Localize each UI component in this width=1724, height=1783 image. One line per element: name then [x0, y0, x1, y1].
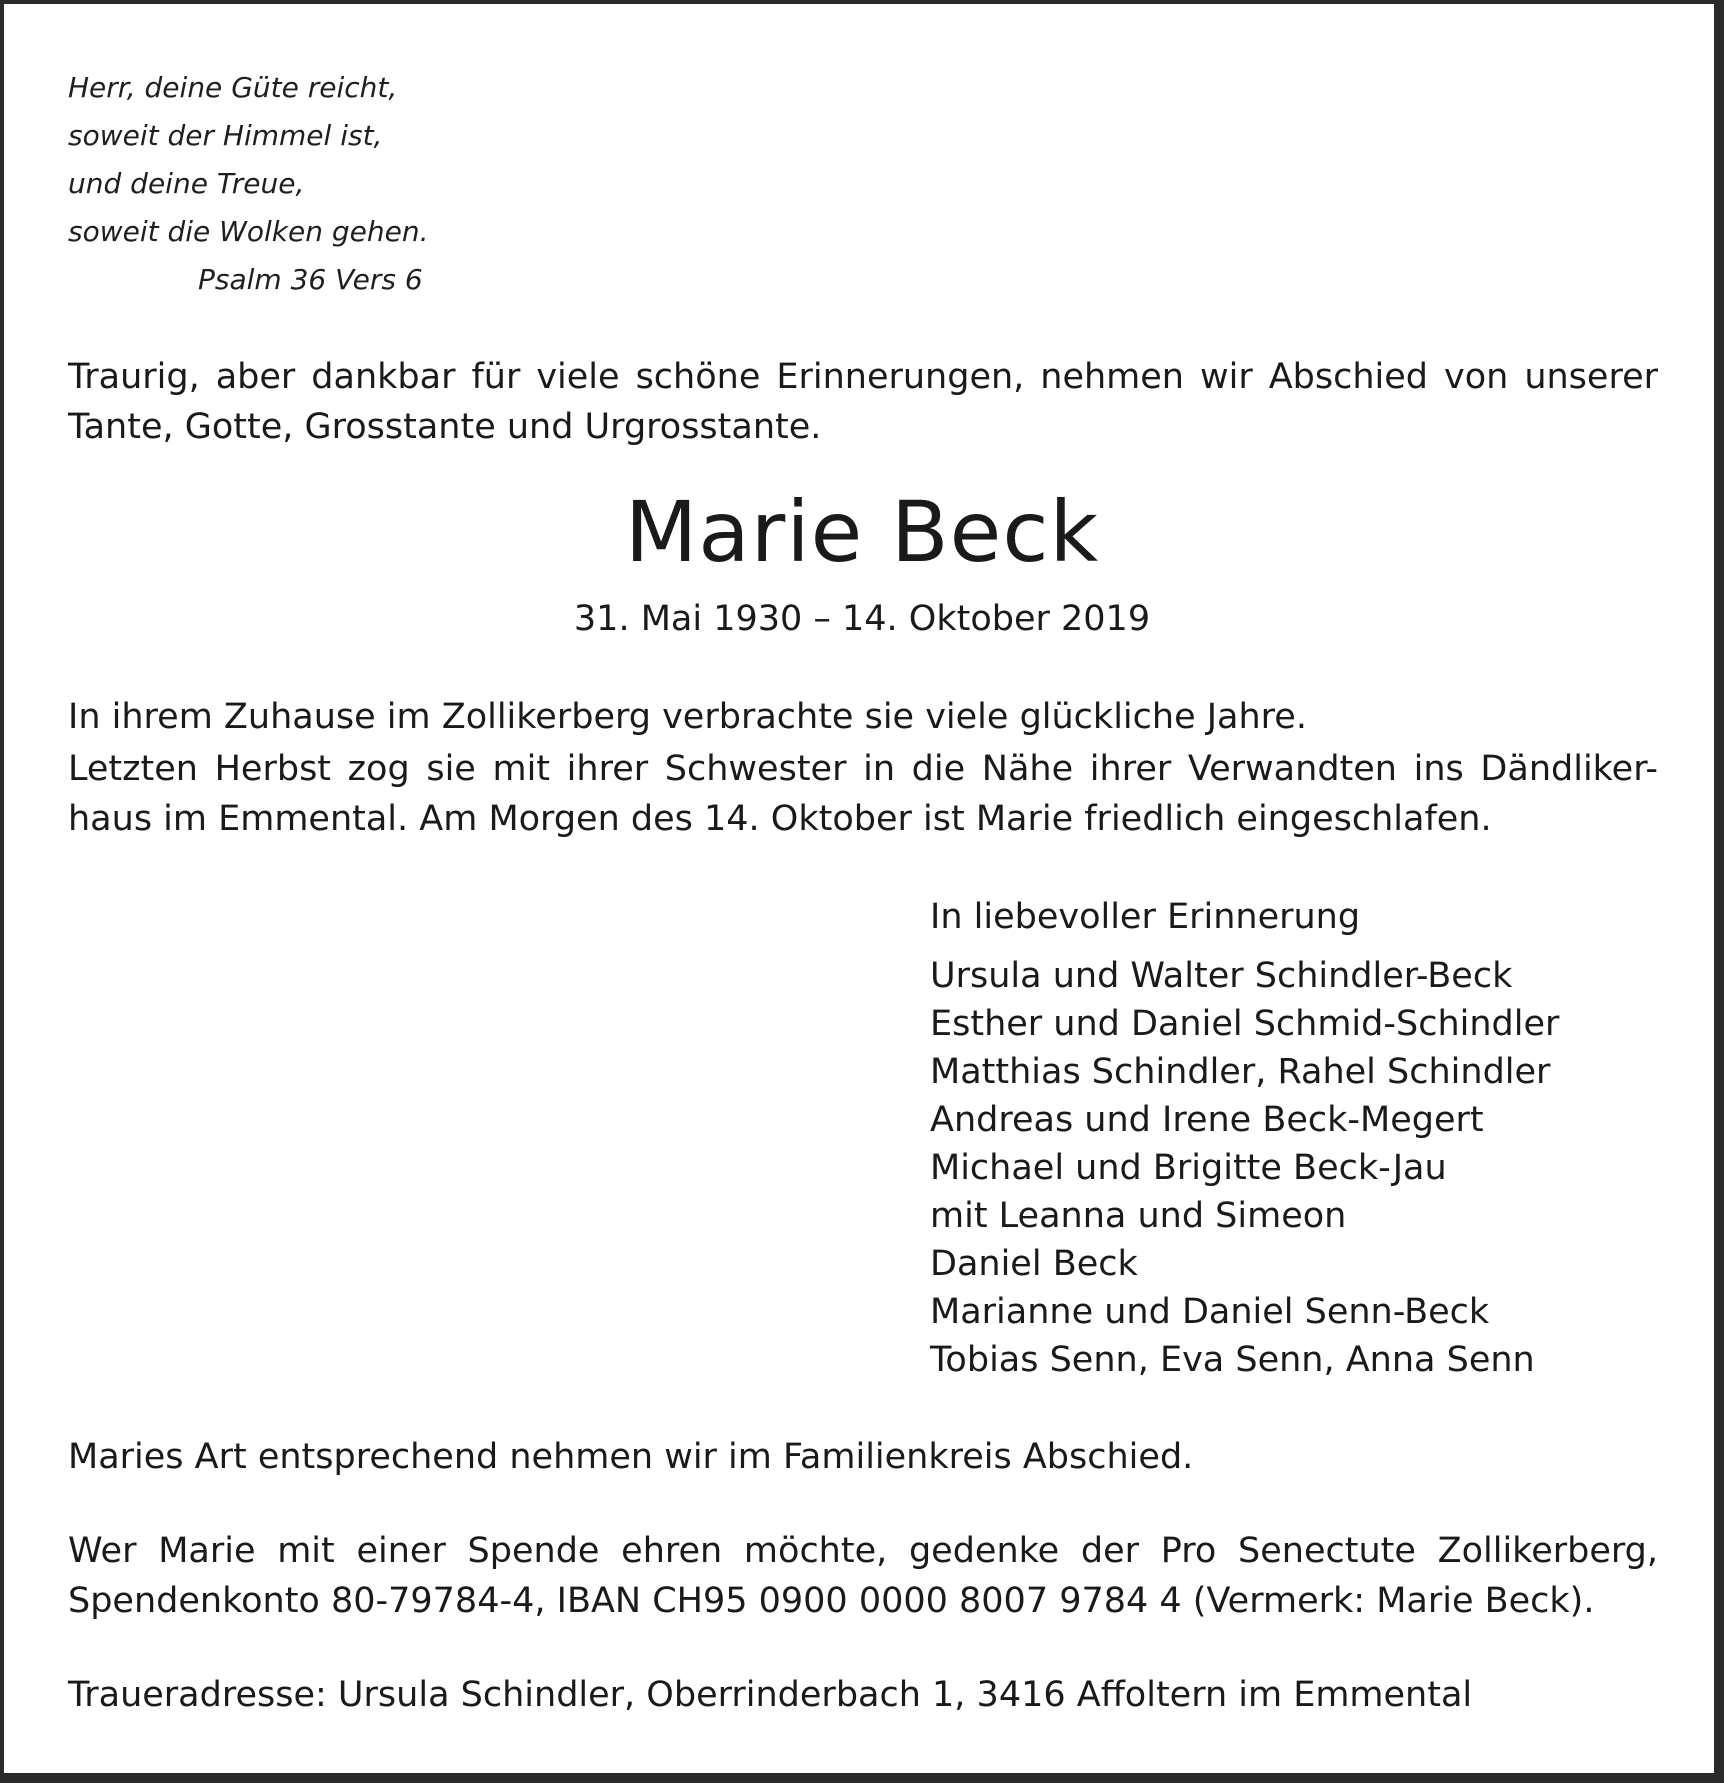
autumn-line: haus im Emmental. Am Morgen des 14. Oktober ist Marie friedlich eingeschlafen. — [68, 799, 1492, 839]
signer-name: Tobias Senn, Eva Senn, Anna Senn — [930, 1340, 1535, 1380]
signers-heading: In liebevoller Erinnerung — [930, 897, 1361, 937]
donation-paragraph — [68, 1526, 1658, 1626]
signers-block — [930, 893, 1559, 1384]
farewell-paragraph — [68, 1432, 1658, 1482]
signer-name: Marianne und Daniel Senn-Beck — [930, 1292, 1490, 1332]
signer-name: Matthias Schindler, Rahel Schindler — [930, 1052, 1551, 1092]
farewell-line: Maries Art entsprechend nehmen wir im Familienkreis Abschied. — [68, 1437, 1194, 1477]
psalm-verse — [68, 64, 429, 304]
signer-name: Michael und Brigitte Beck-Jau — [930, 1148, 1447, 1188]
home-paragraph — [68, 692, 1658, 742]
verse-line: soweit der Himmel ist, — [68, 119, 383, 152]
signer-name: Daniel Beck — [930, 1244, 1138, 1284]
mourning-address: Traueradresse: Ursula Schindler, Oberrinderbach 1, 3416 Affoltern im Emmental — [68, 1675, 1473, 1715]
verse-line: soweit die Wolken gehen. — [68, 215, 429, 248]
home-line: In ihrem Zuhause im Zollikerberg verbrachte sie viele glückliche Jahre. — [68, 697, 1307, 737]
life-dates: 31. Mai 1930 – 14. Oktober 2019 — [573, 599, 1151, 639]
donation-line: Spendenkonto 80-79784-4, IBAN CH95 0900 0000 8007 9784 4 (Vermerk: Marie Beck). — [68, 1581, 1595, 1621]
signers-list — [930, 952, 1559, 1384]
autumn-line: Letzten Herbst zog sie mit ihrer Schwester in die Nähe ihrer Verwandten ins Dändliker- — [68, 749, 1658, 789]
signer-name: Esther und Daniel Schmid-Schindler — [930, 1004, 1560, 1044]
intro-paragraph — [68, 352, 1658, 452]
autumn-paragraph — [68, 744, 1658, 844]
verse-line: Herr, deine Güte reicht, — [68, 71, 398, 104]
signer-name: Andreas und Irene Beck-Megert — [930, 1100, 1484, 1140]
address-paragraph — [68, 1670, 1658, 1720]
verse-line: und deine Treue, — [68, 167, 305, 200]
deceased-name: Marie Beck — [624, 483, 1100, 581]
intro-line: Tante, Gotte, Grosstante und Urgrosstante. — [68, 407, 822, 447]
intro-line: Traurig, aber dankbar für viele schöne Erinnerungen, nehmen wir Abschied von unserer — [68, 357, 1658, 397]
signer-name: mit Leanna und Simeon — [930, 1196, 1347, 1236]
donation-line: Wer Marie mit einer Spende ehren möchte, gedenke der Pro Senectute Zollikerberg, — [68, 1531, 1658, 1571]
signer-name: Ursula und Walter Schindler-Beck — [930, 956, 1513, 996]
verse-source: Psalm 36 Vers 6 — [198, 263, 423, 296]
